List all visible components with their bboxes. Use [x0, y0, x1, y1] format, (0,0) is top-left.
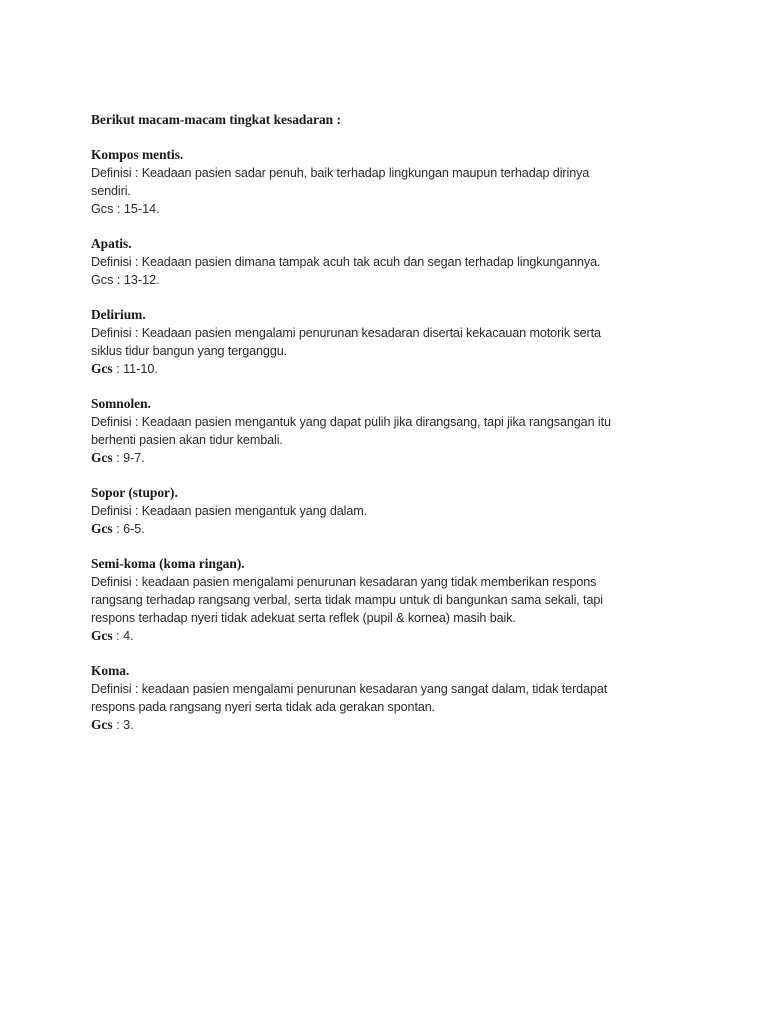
definition-line: siklus tidur bangun yang terganggu.: [91, 344, 288, 358]
gcs-value: : 11-10.: [112, 362, 158, 376]
gcs-line: [91, 449, 691, 467]
section-sopor: [91, 484, 691, 538]
definition-line: rangsang terhadap rangsang verbal, serta tidak mampu untuk di bangunkan sama sekali, tapi: [91, 593, 603, 607]
gcs-line: [91, 627, 691, 645]
definition-line: Definisi : Keadaan pasien dimana tampak acuh tak acuh dan segan terhadap lingkungannya.: [91, 255, 601, 269]
definition-line: sendiri.: [91, 184, 131, 198]
section-heading: Semi-koma (koma ringan).: [91, 556, 245, 571]
definition-line: respons pada rangsang nyeri serta tidak ada gerakan spontan.: [91, 700, 436, 714]
definition-line: berhenti pasien akan tidur kembali.: [91, 433, 283, 447]
definition-line: Definisi : Keadaan pasien sadar penuh, baik terhadap lingkungan maupun terhadap dirinya: [91, 166, 590, 180]
gcs-label: Gcs: [91, 717, 113, 732]
gcs-value: : 3.: [112, 718, 134, 732]
gcs-value: : 13-12.: [113, 273, 160, 287]
section-somnolen: [91, 395, 691, 467]
gcs-line: [91, 360, 691, 378]
definition-line: Definisi : Keadaan pasien mengantuk yang dalam.: [91, 504, 368, 518]
gcs-label: Gcs: [91, 450, 113, 465]
gcs-value: : 9-7.: [112, 451, 145, 465]
section-apatis: [91, 235, 691, 289]
section-semi-koma: [91, 555, 691, 645]
gcs-value: : 4.: [112, 629, 134, 643]
section-heading: Somnolen.: [91, 396, 151, 411]
gcs-value: : 6-5.: [112, 522, 145, 536]
section-heading: Koma.: [91, 663, 130, 678]
gcs-value: : 15-14.: [113, 202, 160, 216]
gcs-label: Gcs: [91, 521, 113, 536]
gcs-label: Gcs: [91, 361, 113, 376]
gcs-line: [91, 716, 691, 734]
definition-line: respons terhadap nyeri tidak adekuat serta reflek (pupil & kornea) masih baik.: [91, 611, 516, 625]
definition-line: Definisi : keadaan pasien mengalami penurunan kesadaran yang sangat dalam, tidak terdapat: [91, 682, 608, 696]
gcs-label: Gcs: [91, 202, 114, 216]
gcs-label: Gcs: [91, 628, 113, 643]
definition-line: Definisi : keadaan pasien mengalami penurunan kesadaran yang tidak memberikan respons: [91, 575, 597, 589]
section-heading: Sopor (stupor).: [91, 485, 178, 500]
section-koma: [91, 662, 691, 734]
section-heading: Kompos mentis.: [91, 147, 184, 162]
definition-line: Definisi : Keadaan pasien mengantuk yang dapat pulih jika dirangsang, tapi jika rangsangan itu: [91, 415, 611, 429]
section-kompos-mentis: [91, 146, 691, 218]
section-heading: Delirium.: [91, 307, 146, 322]
gcs-line: [91, 200, 691, 218]
definition-line: Definisi : Keadaan pasien mengalami penurunan kesadaran disertai kekacauan motorik serta: [91, 326, 601, 340]
document-page: [91, 111, 691, 751]
gcs-label: Gcs: [91, 273, 114, 287]
document-title: Berikut macam-macam tingkat kesadaran :: [91, 112, 341, 127]
section-delirium: [91, 306, 691, 378]
gcs-line: [91, 271, 691, 289]
section-heading: Apatis.: [91, 236, 132, 251]
gcs-line: [91, 520, 691, 538]
